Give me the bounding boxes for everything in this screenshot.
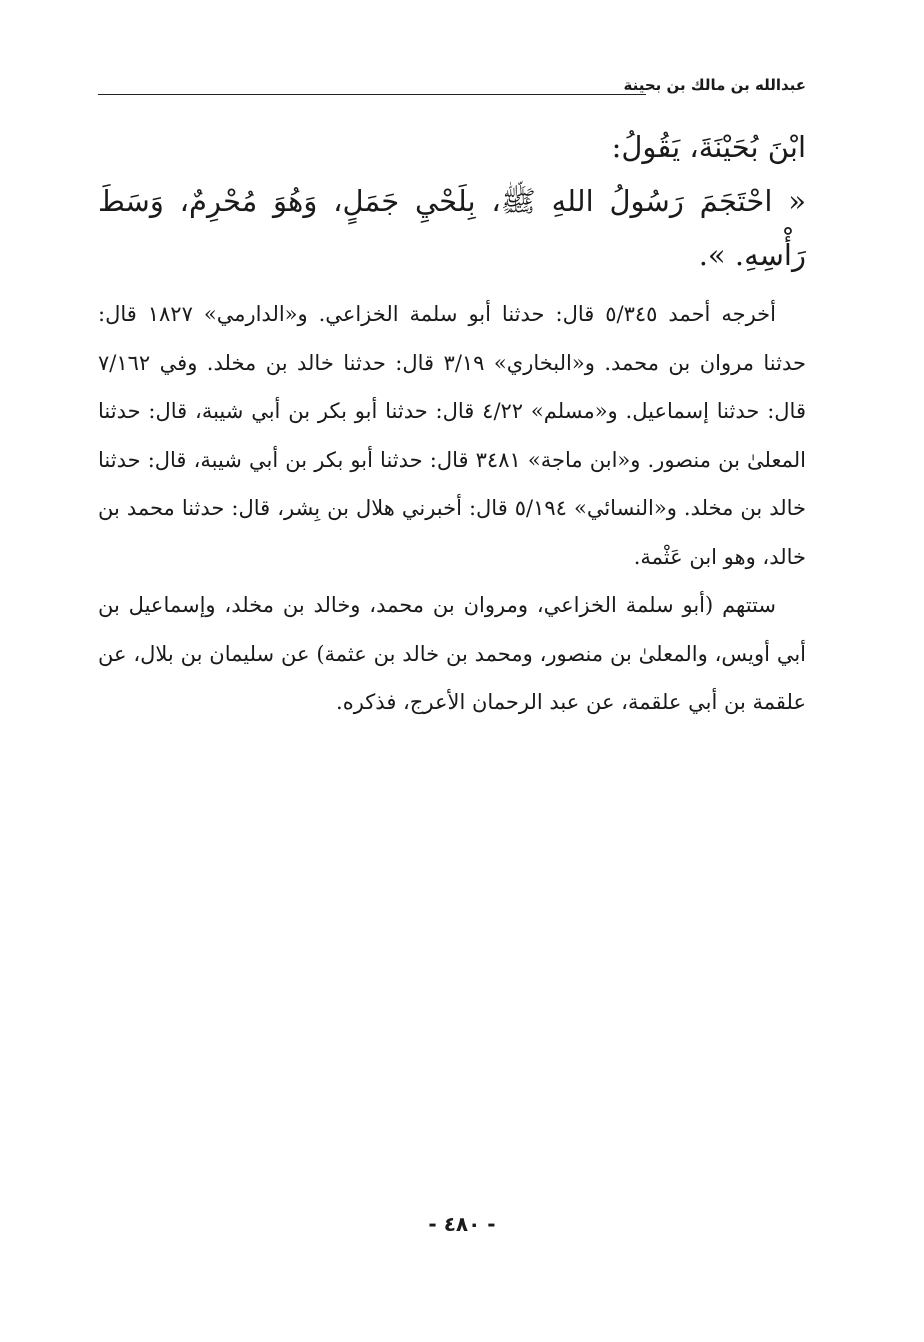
page-number: - ٤٨٠ - xyxy=(428,1212,496,1236)
header-rule xyxy=(98,94,646,95)
takhrij-paragraph-1: أخرجه أحمد ٥/٣٤٥ قال: حدثنا أبو سلمة الخزاعي. و«الدارمي» ١٨٢٧ قال: حدثنا مروان بن محمد. و«البخاري» ٣/١٩ قال: حدثنا خالد بن مخلد. وفي ٧/١٦٢ قال: حدثنا إسماعيل. و«مسلم» ٤/٢٢ قال: حدثنا أبو بكر بن أبي شيبة، قال: حدثنا المعلىٰ بن منصور. و«ابن ماجة» ٣٤٨١ قال: حدثنا أبو بكر بن أبي شيبة، قال: حدثنا خالد بن مخلد. و«النسائي» ٥/١٩٤ قال: أخبرني هلال بن بِشر، قال: حدثنا محمد بن خالد، وهو ابن عَثْمة. xyxy=(98,302,806,569)
hadith-matn: « احْتَجَمَ رَسُولُ اللهِ ﷺ، بِلَحْيِ جَمَلٍ، وَهُوَ مُحْرِمٌ، وَسَطَ رَأْسِهِ. ». xyxy=(98,184,806,272)
hadith-text-block xyxy=(98,120,806,282)
takhrij-block xyxy=(98,290,806,727)
running-header xyxy=(98,72,806,102)
takhrij-paragraph-2: ستتهم (أبو سلمة الخزاعي، ومروان بن محمد، وخالد بن مخلد، وإسماعيل بن أبي أويس، والمعلىٰ بن منصور، ومحمد بن خالد بن عثمة) عن سليمان بن بلال، عن علقمة بن أبي علقمة، عن عبد الرحمان الأعرج، فذكره. xyxy=(98,593,806,714)
hadith-intro: ابْنَ بُحَيْنَةَ، يَقُولُ: xyxy=(611,130,806,164)
header-title: عبدالله بن مالك بن بحينة xyxy=(623,76,806,94)
